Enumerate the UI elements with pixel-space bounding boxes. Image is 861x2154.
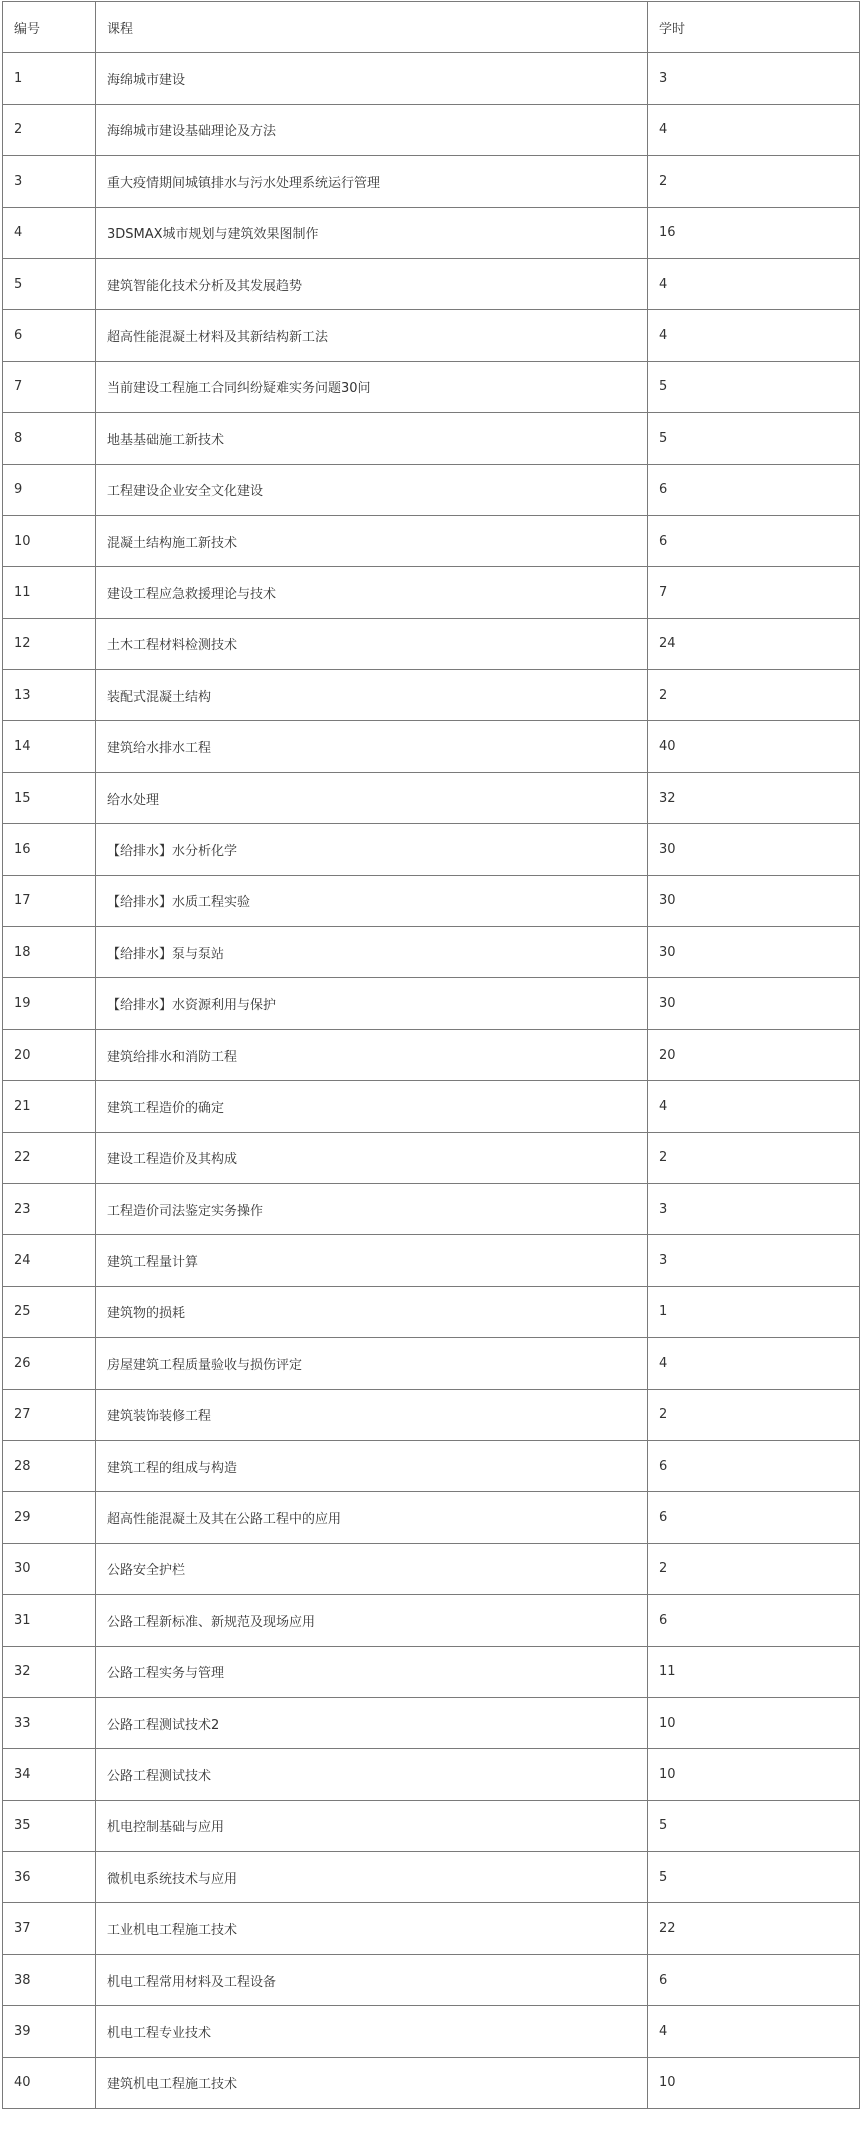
table-row [3, 618, 860, 669]
row-number: 26 [3, 1338, 96, 1389]
row-course: 超高性能混凝土及其在公路工程中的应用 [96, 1492, 648, 1543]
row-course: 公路工程实务与管理 [96, 1646, 648, 1697]
row-course: 建筑给排水和消防工程 [96, 1029, 648, 1080]
row-number: 31 [3, 1595, 96, 1646]
row-course: 建筑装饰装修工程 [96, 1389, 648, 1440]
row-number: 40 [3, 2057, 96, 2108]
row-hours: 7 [648, 567, 860, 618]
row-hours: 10 [648, 1749, 860, 1800]
table-row [3, 670, 860, 721]
row-number: 29 [3, 1492, 96, 1543]
row-hours: 4 [648, 310, 860, 361]
table-row [3, 1749, 860, 1800]
row-hours: 20 [648, 1029, 860, 1080]
row-course: 工程建设企业安全文化建设 [96, 464, 648, 515]
row-course: 【给排水】水资源利用与保护 [96, 978, 648, 1029]
row-hours: 16 [648, 207, 860, 258]
row-number: 2 [3, 104, 96, 155]
row-course: 海绵城市建设基础理论及方法 [96, 104, 648, 155]
row-number: 24 [3, 1235, 96, 1286]
row-number: 23 [3, 1183, 96, 1234]
row-hours: 40 [648, 721, 860, 772]
row-hours: 10 [648, 1697, 860, 1748]
header-row [3, 2, 860, 53]
row-number: 22 [3, 1132, 96, 1183]
row-hours: 30 [648, 927, 860, 978]
row-course: 建筑工程量计算 [96, 1235, 648, 1286]
row-number: 35 [3, 1800, 96, 1851]
row-course: 机电工程常用材料及工程设备 [96, 1954, 648, 2005]
row-hours: 5 [648, 1800, 860, 1851]
table-row [3, 1029, 860, 1080]
row-hours: 4 [648, 258, 860, 309]
table-row [3, 927, 860, 978]
table-row [3, 2057, 860, 2108]
row-hours: 30 [648, 824, 860, 875]
row-course: 建筑物的损耗 [96, 1286, 648, 1337]
header-hours: 学时 [648, 2, 860, 53]
table-row [3, 1954, 860, 2005]
row-course: 微机电系统技术与应用 [96, 1852, 648, 1903]
row-course: 建筑工程的组成与构造 [96, 1440, 648, 1491]
row-hours: 5 [648, 1852, 860, 1903]
table-row [3, 824, 860, 875]
row-number: 3 [3, 156, 96, 207]
table-row [3, 1697, 860, 1748]
row-course: 建筑机电工程施工技术 [96, 2057, 648, 2108]
row-number: 9 [3, 464, 96, 515]
row-hours: 3 [648, 53, 860, 104]
row-number: 5 [3, 258, 96, 309]
row-hours: 22 [648, 1903, 860, 1954]
row-number: 21 [3, 1081, 96, 1132]
table-row [3, 1235, 860, 1286]
row-number: 34 [3, 1749, 96, 1800]
table-row [3, 1852, 860, 1903]
row-hours: 6 [648, 464, 860, 515]
row-number: 20 [3, 1029, 96, 1080]
row-number: 10 [3, 515, 96, 566]
row-course: 超高性能混凝土材料及其新结构新工法 [96, 310, 648, 361]
table-row [3, 1183, 860, 1234]
row-number: 37 [3, 1903, 96, 1954]
row-hours: 10 [648, 2057, 860, 2108]
table-row [3, 1595, 860, 1646]
row-course: 混凝土结构施工新技术 [96, 515, 648, 566]
row-hours: 4 [648, 1338, 860, 1389]
table-row [3, 1492, 860, 1543]
table-row [3, 515, 860, 566]
row-course: 当前建设工程施工合同纠纷疑难实务问题30问 [96, 361, 648, 412]
row-course: 重大疫情期间城镇排水与污水处理系统运行管理 [96, 156, 648, 207]
row-hours: 6 [648, 1492, 860, 1543]
table-row [3, 104, 860, 155]
row-course: 机电控制基础与应用 [96, 1800, 648, 1851]
row-number: 28 [3, 1440, 96, 1491]
course-table [2, 1, 860, 2109]
row-hours: 4 [648, 104, 860, 155]
row-number: 15 [3, 772, 96, 823]
row-number: 11 [3, 567, 96, 618]
table-row [3, 1338, 860, 1389]
row-course: 装配式混凝土结构 [96, 670, 648, 721]
row-hours: 6 [648, 1595, 860, 1646]
table-row [3, 53, 860, 104]
row-hours: 2 [648, 1389, 860, 1440]
row-hours: 30 [648, 875, 860, 926]
row-number: 6 [3, 310, 96, 361]
row-hours: 24 [648, 618, 860, 669]
row-course: 3DSMAX城市规划与建筑效果图制作 [96, 207, 648, 258]
row-course: 建筑工程造价的确定 [96, 1081, 648, 1132]
row-course: 建筑智能化技术分析及其发展趋势 [96, 258, 648, 309]
row-number: 30 [3, 1543, 96, 1594]
table-row [3, 207, 860, 258]
row-number: 17 [3, 875, 96, 926]
row-hours: 4 [648, 2006, 860, 2057]
table-row [3, 1646, 860, 1697]
row-hours: 2 [648, 1132, 860, 1183]
table-row [3, 1440, 860, 1491]
row-hours: 3 [648, 1183, 860, 1234]
row-course: 给水处理 [96, 772, 648, 823]
table-row [3, 361, 860, 412]
row-number: 1 [3, 53, 96, 104]
table-row [3, 310, 860, 361]
row-course: 房屋建筑工程质量验收与损伤评定 [96, 1338, 648, 1389]
row-course: 建设工程造价及其构成 [96, 1132, 648, 1183]
row-hours: 11 [648, 1646, 860, 1697]
table-row [3, 567, 860, 618]
table-row [3, 1286, 860, 1337]
row-course: 建筑给水排水工程 [96, 721, 648, 772]
row-hours: 6 [648, 515, 860, 566]
row-hours: 2 [648, 1543, 860, 1594]
table-row [3, 413, 860, 464]
row-number: 25 [3, 1286, 96, 1337]
table-row [3, 875, 860, 926]
row-course: 工程造价司法鉴定实务操作 [96, 1183, 648, 1234]
row-hours: 2 [648, 670, 860, 721]
table-row [3, 772, 860, 823]
header-number: 编号 [3, 2, 96, 53]
header-course: 课程 [96, 2, 648, 53]
table-row [3, 2006, 860, 2057]
row-number: 12 [3, 618, 96, 669]
table-body [3, 53, 860, 2109]
row-number: 16 [3, 824, 96, 875]
row-number: 13 [3, 670, 96, 721]
table-row [3, 1800, 860, 1851]
table-row [3, 1903, 860, 1954]
table-header [3, 2, 860, 53]
row-number: 8 [3, 413, 96, 464]
row-number: 39 [3, 2006, 96, 2057]
table-row [3, 464, 860, 515]
row-number: 7 [3, 361, 96, 412]
row-course: 【给排水】水分析化学 [96, 824, 648, 875]
row-hours: 32 [648, 772, 860, 823]
row-course: 工业机电工程施工技术 [96, 1903, 648, 1954]
table-row [3, 978, 860, 1029]
row-number: 19 [3, 978, 96, 1029]
table-row [3, 1081, 860, 1132]
row-course: 海绵城市建设 [96, 53, 648, 104]
row-course: 公路工程测试技术2 [96, 1697, 648, 1748]
row-hours: 6 [648, 1954, 860, 2005]
table-row [3, 1389, 860, 1440]
row-course: 【给排水】水质工程实验 [96, 875, 648, 926]
row-hours: 5 [648, 361, 860, 412]
table-row [3, 258, 860, 309]
row-hours: 4 [648, 1081, 860, 1132]
row-number: 4 [3, 207, 96, 258]
row-course: 【给排水】泵与泵站 [96, 927, 648, 978]
row-number: 36 [3, 1852, 96, 1903]
row-hours: 1 [648, 1286, 860, 1337]
row-hours: 2 [648, 156, 860, 207]
row-number: 27 [3, 1389, 96, 1440]
row-course: 建设工程应急救援理论与技术 [96, 567, 648, 618]
row-course: 公路工程测试技术 [96, 1749, 648, 1800]
table-row [3, 156, 860, 207]
row-number: 32 [3, 1646, 96, 1697]
row-number: 14 [3, 721, 96, 772]
row-hours: 3 [648, 1235, 860, 1286]
row-hours: 30 [648, 978, 860, 1029]
row-course: 公路工程新标准、新规范及现场应用 [96, 1595, 648, 1646]
table-row [3, 721, 860, 772]
row-course: 公路安全护栏 [96, 1543, 648, 1594]
row-number: 38 [3, 1954, 96, 2005]
row-hours: 6 [648, 1440, 860, 1491]
row-number: 33 [3, 1697, 96, 1748]
row-number: 18 [3, 927, 96, 978]
row-course: 土木工程材料检测技术 [96, 618, 648, 669]
row-course: 地基基础施工新技术 [96, 413, 648, 464]
table-row [3, 1132, 860, 1183]
table-row [3, 1543, 860, 1594]
row-hours: 5 [648, 413, 860, 464]
row-course: 机电工程专业技术 [96, 2006, 648, 2057]
